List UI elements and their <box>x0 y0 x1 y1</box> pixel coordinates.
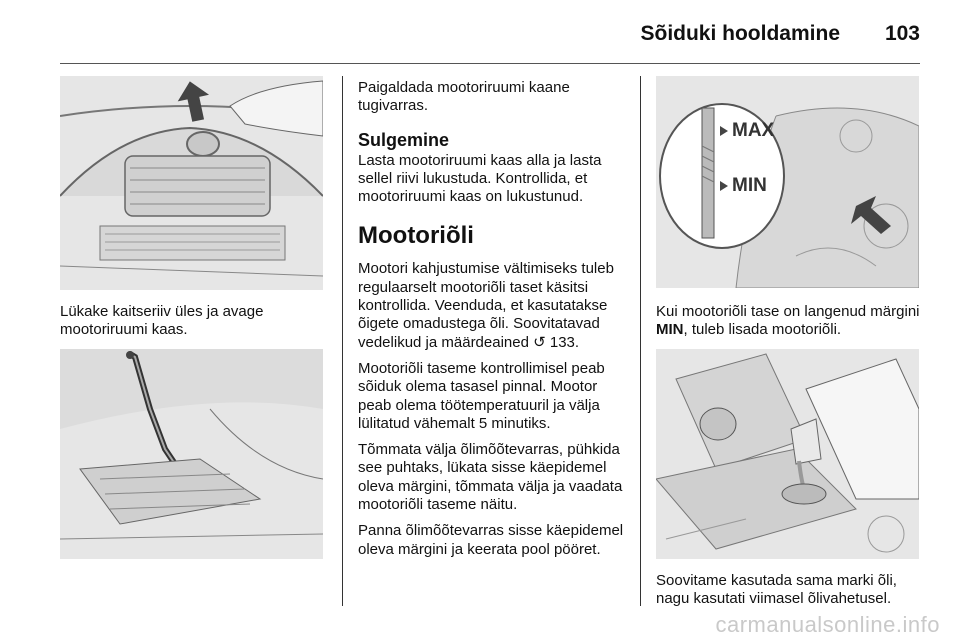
watermark: carmanualsonline.info <box>715 612 940 637</box>
column2-text <box>358 79 626 567</box>
caption-open-bonnet <box>60 303 330 348</box>
closing-heading: Sulgemine <box>358 129 450 150</box>
oil-paragraph-3: Tõmmata välja õlimõõtevarras, pühkida see puhtaks, lükata sisse käepidemel oleva märgini, tõmmata välja ja vaadata mootoriõli taseme näitu. <box>358 441 623 514</box>
support-rod-illustration <box>60 349 323 559</box>
bonnet-latch-illustration <box>60 76 323 290</box>
oil-paragraph-1-text: Mootori kahjustumise vältimiseks tuleb regulaarselt mootoriõli taset käsitsi kontrollida. Veenduda, et kasutatakse õigete omadustega õli. Soovitatavad vedelikud ja määrdeained <box>358 260 614 351</box>
oil-paragraph-4: Panna õlimõõtevarras sisse käepidemel oleva märgini ja keerata pool pööret. <box>358 522 624 558</box>
caption-oil-min-bold: MIN <box>656 321 684 339</box>
caption-oil-min-text <box>656 303 931 340</box>
caption-oil-min-pre: Kui mootoriõli tase on langenud märgini <box>656 303 920 320</box>
page-number: 103 <box>884 22 920 45</box>
caption-oil-recommendation-text: Soovitame kasutada sama marki õli, nagu kasutati viimasel õlivahetusel. <box>656 572 897 608</box>
oil-paragraph-1 <box>358 260 626 351</box>
oil-paragraph-2: Mootoriõli taseme kontrollimisel peab sõiduk olema tasasel pinnal. Mootor peab olema töötemperatuuril ja välja lülitatud vähemalt 5 minutiks. <box>358 359 605 432</box>
oil-filling-illustration <box>656 349 919 559</box>
closing-paragraph: Lasta mootoriruumi kaas alla ja lasta sellel riivi lukustuda. Kontrollida, et mootoriruumi kaas on lukustunud. <box>358 151 602 206</box>
page-reference-arrow-icon: ↺ <box>533 333 546 351</box>
caption-oil-recommendation <box>656 572 931 617</box>
caption-open-bonnet-text: Lükake kaitseriiv üles ja avage mootoriruumi kaas. <box>60 303 264 339</box>
page-reference-link[interactable]: 133. <box>549 333 580 351</box>
support-rod-paragraph: Paigaldada mootoriruumi kaane tugivarras. <box>358 79 570 115</box>
caption-oil-min-post: , tuleb lisada mootoriõli. <box>683 321 842 339</box>
engine-oil-heading: Mootoriõli <box>358 222 474 250</box>
dipstick-illustration <box>656 76 919 288</box>
dipstick-max-label: MAX <box>732 120 775 141</box>
caption-oil-min <box>656 303 931 348</box>
dipstick-min-label: MIN <box>732 175 767 196</box>
column-divider-2 <box>640 76 641 606</box>
header-divider <box>60 63 920 64</box>
page-title: Sõiduki hooldamine <box>640 22 840 45</box>
column-divider-1 <box>342 76 343 606</box>
